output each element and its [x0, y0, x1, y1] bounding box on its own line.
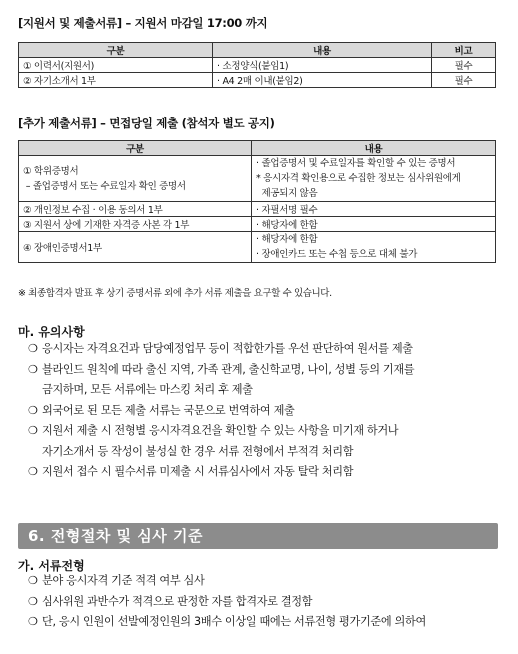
list-item: ❍ 블라인드 원칙에 따라 출신 지역, 가족 관계, 출신학교명, 나이, 성별 등의 기재를 [28, 360, 414, 381]
header-category: 구분 [19, 43, 213, 58]
bullet-icon: ❍ [28, 465, 38, 478]
row-content: · 자필서명 필수 [252, 202, 496, 217]
list-item-continuation: 금지하며, 모든 서류에는 마스킹 처리 후 제출 [42, 383, 253, 396]
row-content: 제공되지 않음 [256, 188, 318, 199]
row-content: · 졸업증명서 및 수료일자를 확인할 수 있는 증명서 [256, 158, 456, 169]
row-content: · 해당자에 한함 [256, 234, 318, 245]
bullet-icon: ❍ [28, 362, 38, 376]
table-header-row [19, 43, 496, 58]
screening-list [28, 571, 426, 633]
header-content: 내용 [213, 43, 432, 58]
row-content: · 장애인카드 또는 수첩 등으로 대체 불가 [256, 249, 418, 260]
precautions-heading: 마. 유의사항 [18, 325, 85, 339]
bullet-icon: ❍ [28, 615, 38, 628]
row-category: ④ 장애인증명서1부 [19, 232, 252, 263]
precautions-list [28, 339, 414, 483]
row-category: ② 개인정보 수집 · 이용 동의서 1부 [19, 202, 252, 217]
row-category-sub: – 졸업증명서 또는 수료일자 확인 증명서 [23, 180, 186, 192]
row-note: 필수 [432, 58, 496, 73]
row-category: ② 자기소개서 1부 [19, 73, 213, 88]
document-screening-heading: 가. 서류전형 [18, 559, 85, 573]
row-note: 필수 [432, 73, 496, 88]
row-content: * 응시자격 확인용으로 수집한 정보는 심사위원에게 [256, 173, 461, 184]
list-item: ❍ 응시자는 자격요건과 담당예정업무 등이 적합한가를 우선 판단하여 원서를 제출 [28, 339, 414, 360]
list-item: ❍ 지원서 접수 시 필수서류 미제출 시 서류심사에서 자동 탈락 처리함 [28, 462, 414, 483]
row-category: ③ 지원서 상에 기재한 자격증 사본 각 1부 [19, 217, 252, 232]
bullet-icon: ❍ [28, 574, 38, 587]
row-content: · A4 2매 이내(붙임2) [213, 73, 432, 88]
row-category: ① 학위증명서 [23, 165, 79, 177]
header-category: 구분 [19, 141, 252, 156]
table-header-row [19, 141, 496, 156]
list-item: ❍ 분야 응시자격 기준 적격 여부 심사 [28, 571, 426, 592]
list-item: ❍ 지원서 제출 시 전형별 응시자격요건을 확인할 수 있는 사항을 미기재 하거나 [28, 421, 414, 442]
table-row [19, 156, 496, 202]
list-item: ❍ 외국어로 된 모든 제출 서류는 국문으로 번역하여 제출 [28, 401, 414, 422]
section-banner: 6. 전형절차 및 심사 기준 [18, 523, 498, 549]
list-item: ❍ 심사위원 과반수가 적격으로 판정한 자를 합격자로 결정함 [28, 592, 426, 613]
additional-request-note: ※ 최종합격자 발표 후 상기 증명서류 외에 추가 서류 제출을 요구할 수 있습니다. [18, 288, 332, 299]
table-row [19, 58, 496, 73]
bullet-icon: ❍ [28, 424, 38, 437]
row-category: ① 이력서(지원서) [19, 58, 213, 73]
additional-docs-table [18, 140, 496, 263]
section-title-application-docs: [지원서 및 제출서류] – 지원서 마감일 17:00 까지 [18, 16, 268, 30]
table-row [19, 232, 496, 263]
bullet-icon: ❍ [28, 594, 38, 608]
table-row [19, 217, 496, 232]
table-row [19, 73, 496, 88]
header-content: 내용 [252, 141, 496, 156]
section-title-additional-docs: [추가 제출서류] – 면접당일 제출 (참석자 별도 공지) [18, 116, 275, 130]
application-docs-table [18, 42, 496, 88]
table-row [19, 202, 496, 217]
row-content: · 소정양식(붙임1) [213, 58, 432, 73]
bullet-icon: ❍ [28, 342, 38, 355]
list-item: ❍ 단, 응시 인원이 선발예정인원의 3배수 이상일 때에는 서류전형 평가기준에 의하여 [28, 612, 426, 633]
row-content: · 해당자에 한함 [252, 217, 496, 232]
header-note: 비고 [432, 43, 496, 58]
bullet-icon: ❍ [28, 403, 38, 417]
list-item-continuation: 자기소개서 등 작성이 불성실 한 경우 서류 전형에서 부적격 처리함 [42, 444, 354, 458]
